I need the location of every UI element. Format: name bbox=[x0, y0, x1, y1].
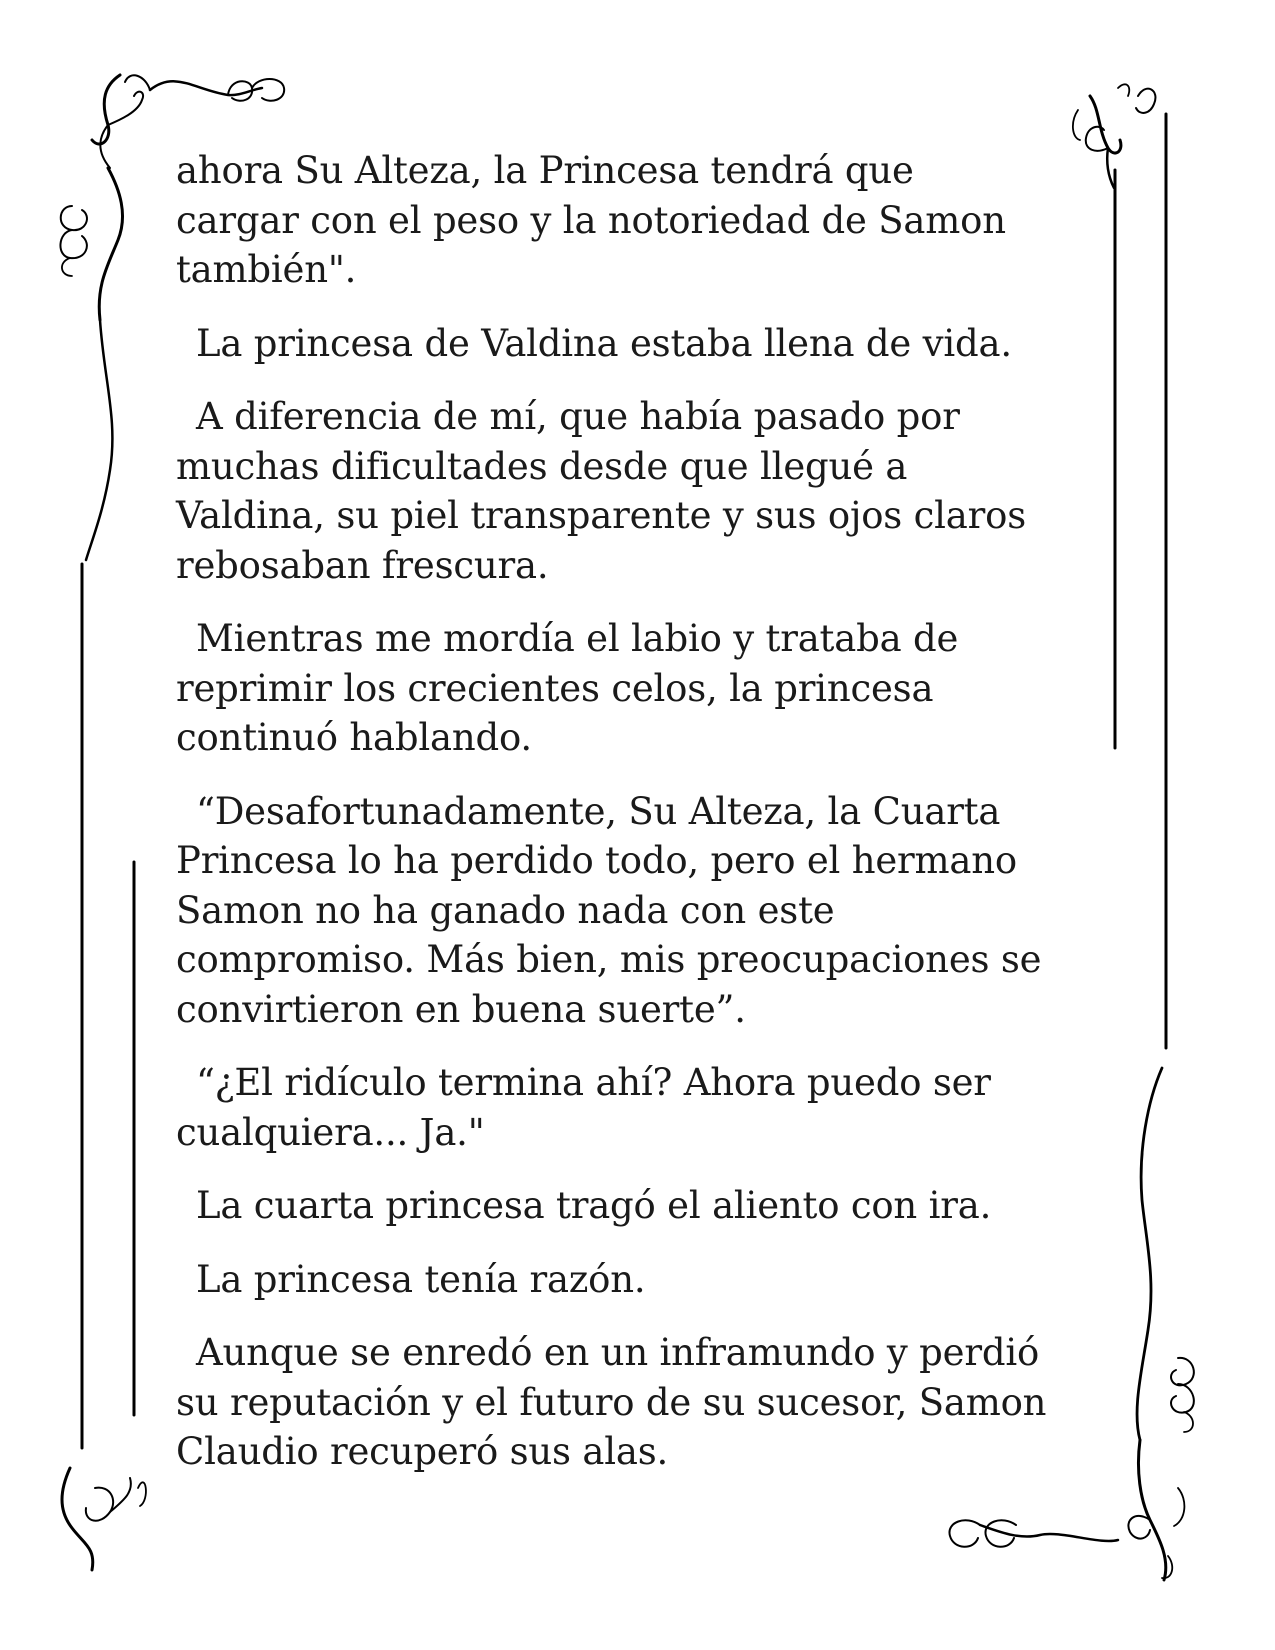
paragraph bbox=[176, 1058, 1076, 1157]
text-line: “Desafortunadamente, Su Alteza, la Cuarta bbox=[196, 789, 1001, 833]
document-body-text bbox=[176, 146, 1076, 1501]
text-line: muchas dificultades desde que llegué a bbox=[176, 444, 908, 488]
text-line: su reputación y el futuro de su sucesor, Samon bbox=[176, 1380, 1047, 1424]
text-line: cualquiera... Ja." bbox=[176, 1110, 485, 1154]
text-line: continuó hablando. bbox=[176, 716, 532, 759]
paragraph bbox=[176, 319, 1076, 369]
bottom-left-flourish-icon bbox=[62, 1468, 146, 1570]
text-line: convirtieron en buena suerte”. bbox=[176, 987, 746, 1031]
text-line: rebosaban frescura. bbox=[176, 543, 549, 587]
text-line: “¿El ridículo termina ahí? Ahora puedo ser bbox=[196, 1061, 991, 1104]
text-line: Mientras me mordía el labio y trataba de bbox=[196, 617, 959, 660]
text-line: Princesa lo ha perdido todo, pero el hermano bbox=[176, 839, 1017, 882]
text-line: A diferencia de mí, que había pasado por bbox=[196, 395, 960, 438]
paragraph bbox=[176, 787, 1076, 1035]
text-line: La princesa tenía razón. bbox=[196, 1257, 646, 1301]
paragraph bbox=[176, 1255, 1076, 1305]
paragraph bbox=[176, 1181, 1076, 1231]
text-line: Samon no ha ganado nada con este bbox=[176, 888, 835, 932]
text-line: ahora Su Alteza, la Princesa tendrá que bbox=[176, 149, 914, 192]
text-line: La princesa de Valdina estaba llena de vida. bbox=[196, 321, 1012, 365]
paragraph bbox=[176, 1328, 1076, 1477]
text-line: compromiso. Más bien, mis preocupaciones se bbox=[176, 938, 1042, 981]
paragraph bbox=[176, 614, 1076, 763]
text-line: Valdina, su piel transparente y sus ojos claros bbox=[176, 494, 1027, 537]
text-line: también". bbox=[176, 248, 357, 291]
text-line: Aunque se enredó en un inframundo y perdió bbox=[196, 1331, 1040, 1374]
text-line: reprimir los crecientes celos, la princesa bbox=[176, 666, 934, 710]
text-line: La cuarta princesa tragó el aliento con ira. bbox=[196, 1184, 992, 1227]
text-line: Claudio recuperó sus alas. bbox=[176, 1430, 669, 1473]
paragraph bbox=[176, 392, 1076, 590]
paragraph bbox=[176, 146, 1076, 295]
text-line: cargar con el peso y la notoriedad de Samon bbox=[176, 198, 1006, 242]
